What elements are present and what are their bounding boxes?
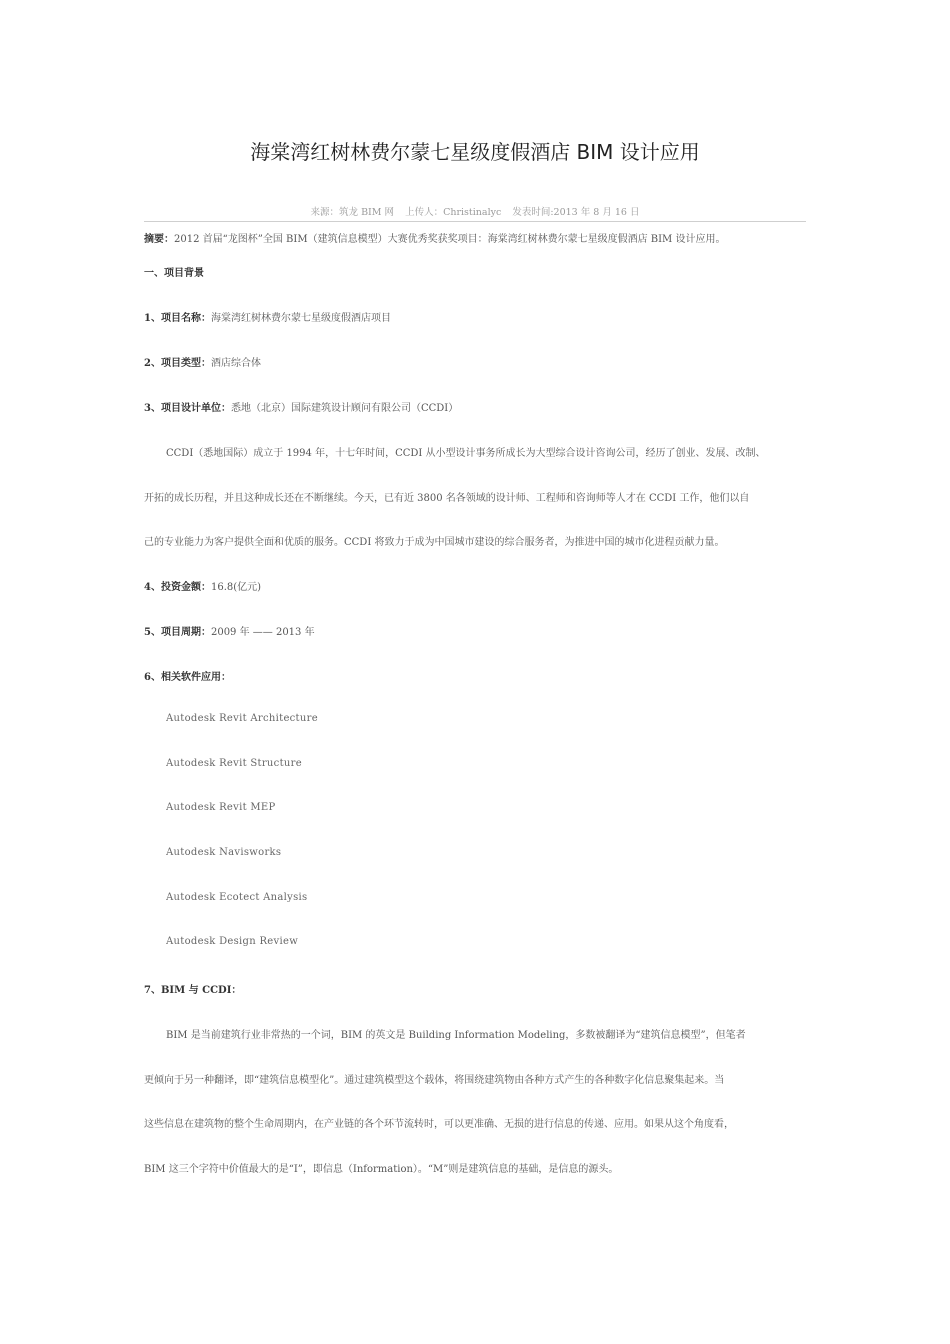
meta-source: 来源：筑龙 BIM 网: [310, 207, 395, 218]
item-software-heading: 6、相关软件应用：: [144, 672, 231, 683]
bim-paragraph-line: 更倾向于另一种翻译，即“建筑信息模型化”。通过建筑模型这个载体，将围绕建筑物由各种方式产生的各种数字化信息聚集起来。当: [144, 1075, 725, 1086]
item-investment: [144, 578, 806, 593]
software-item: Autodesk Revit MEP: [166, 802, 276, 813]
design-unit-label: 3、项目设计单位：: [144, 403, 231, 414]
investment-label: 4、投资金额：: [144, 582, 211, 593]
project-type-value: 酒店综合体: [210, 358, 261, 369]
page-title: 海棠湾红树林费尔蒙七星级度假酒店 BIM 设计应用: [250, 140, 700, 164]
project-type-label: 2、项目类型：: [144, 358, 211, 369]
project-period-label: 5、项目周期：: [144, 627, 211, 638]
item-project-type: [144, 354, 806, 369]
abstract-label: 摘要：: [144, 234, 174, 245]
meta-date: 发表时间:2013 年 8 月 16 日: [512, 207, 640, 218]
bim-paragraph-line: BIM 这三个字符中价值最大的是“I”，即信息（Information）。“M”则是建筑信息的基础，是信息的源头。: [144, 1164, 619, 1175]
item-design-unit: [144, 399, 806, 414]
software-item: Autodesk Design Review: [166, 936, 299, 947]
item-project-period: [144, 623, 806, 638]
design-unit-value: 悉地（北京）国际建筑设计顾问有限公司（CCDI）: [230, 403, 459, 414]
meta-uploader: 上传人：Christinalyc: [405, 207, 502, 218]
ccdi-paragraph-line: 己的专业能力为客户提供全面和优质的服务。CCDI 将致力于成为中国城市建设的综合服务者，为推进中国的城市化进程贡献力量。: [144, 537, 725, 548]
abstract: [144, 230, 806, 245]
ccdi-paragraph-line: CCDI（悉地国际）成立于 1994 年，十七年时间，CCDI 从小型设计事务所成长为大型综合设计咨询公司，经历了创业、发展、改制、: [166, 448, 766, 459]
bim-paragraph-line: 这些信息在建筑物的整个生命周期内，在产业链的各个环节流转时，可以更准确、无损的进行信息的传递、应用。如果从这个角度看，: [144, 1119, 734, 1130]
abstract-text: 2012 首届“龙图杯”全国 BIM（建筑信息模型）大赛优秀奖获奖项目：海棠湾红树林费尔蒙七星级度假酒店 BIM 设计应用。: [174, 234, 726, 245]
ccdi-paragraph-line: 开拓的成长历程，并且这种成长还在不断继续。今天，已有近 3800 名各领域的设计师、工程师和咨询师等人才在 CCDI 工作，他们以自: [144, 493, 750, 504]
section-heading-background: 一、项目背景: [144, 268, 204, 279]
bim-paragraph-line: BIM 是当前建筑行业非常热的一个词，BIM 的英文是 Building Information Modeling，多数被翻译为“建筑信息模型”，但笔者: [166, 1030, 746, 1041]
software-item: Autodesk Revit Architecture: [166, 713, 318, 724]
software-item: Autodesk Ecotect Analysis: [166, 892, 308, 903]
project-period-value: 2009 年 —— 2013 年: [210, 627, 315, 638]
software-item: Autodesk Navisworks: [166, 847, 282, 858]
software-item: Autodesk Revit Structure: [166, 758, 302, 769]
project-name-label: 1、项目名称：: [144, 313, 211, 324]
item-bim-heading: 7、BIM 与 CCDI：: [144, 985, 242, 996]
article-meta: [144, 204, 806, 218]
project-name-value: 海棠湾红树林费尔蒙七星级度假酒店项目: [210, 313, 391, 324]
title-divider: [144, 221, 806, 222]
item-project-name: [144, 309, 806, 324]
investment-value: 16.8(亿元): [210, 582, 262, 593]
